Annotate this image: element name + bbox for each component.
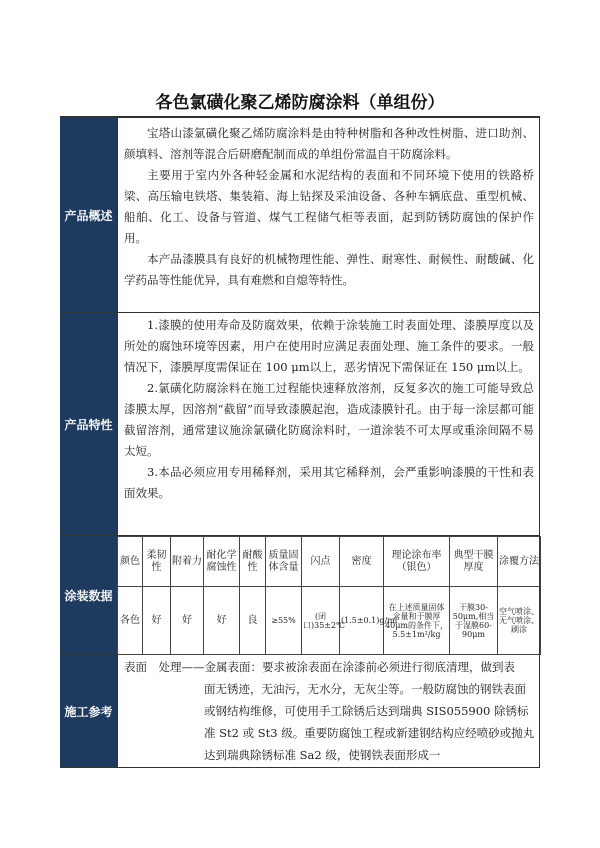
divider — [60, 312, 540, 313]
table-header-cell: 密度 — [340, 537, 384, 587]
table-header-cell: 质量固体含量 — [266, 537, 302, 587]
table-cell: (闭口)35±2℃ — [302, 587, 340, 655]
feature-paragraph: 2.氯磺化防腐涂料在施工过程能快速释放溶剂，反复多次的施工可能导致总漆膜太厚，因溶剂“截留”而导致漆膜起泡，造成漆膜针孔。由于每一涂层都可能截留溶剂，通常建议施涂氯磺化防腐涂料时，一道涂装不可太厚或重涂间隔不易太短。 — [124, 381, 534, 458]
table-cell: 空气喷涂、无气喷涂、刷涂 — [498, 587, 541, 655]
table-header-cell: 理论涂布率（银色） — [384, 537, 450, 587]
right-border — [539, 118, 540, 768]
page-title: 各色氯磺化聚乙烯防腐涂料（单组份） — [155, 93, 445, 113]
table-cell: 良 — [240, 587, 266, 655]
table-top-border — [60, 116, 540, 118]
construction-content — [124, 656, 536, 766]
table-cell: 好 — [171, 587, 204, 655]
table-cell: 好 — [143, 587, 171, 655]
section-header-features: 产品特性 — [60, 313, 117, 535]
table-cell: 各色 — [118, 587, 143, 655]
overview-paragraph: 主要用于室内外各种轻金属和水泥结构的表面和不同环境下使用的铁路桥梁、高压输电铁塔、集装箱、海上钻探及采油设备、各种车辆底盘、重型机械、船舶、化工、设备与管道、煤气工程储气柜等表面，起到防锈防腐蚀的保护作用。 — [124, 168, 534, 245]
overview-content — [124, 123, 534, 291]
table-header-row — [118, 537, 541, 587]
column-divider — [117, 118, 118, 768]
feature-paragraph: 1.漆膜的使用寿命及防腐效果，依赖于涂装施工时表面处理、漆膜厚度以及所处的腐蚀环境等因素，用户在使用时应满足表面处理、施工条件的要求。一般情况下，漆膜厚度需保证在 100 μm以上，恶劣情况下需保证在 150 μm以上。 — [124, 318, 534, 374]
overview-paragraph: 宝塔山漆氯磺化聚乙烯防腐涂料是由特种树脂和各种改性树脂、进口助剂、颜填料、溶剂等混合后研磨配制而成的单组份常温自干防腐涂料。 — [124, 126, 534, 161]
table-header-cell: 附着力 — [171, 537, 204, 587]
painting-data-table — [117, 536, 541, 655]
divider — [60, 767, 540, 768]
table-cell: 干膜30-50μm,相当于湿膜60-90μm — [450, 587, 498, 655]
section-header-painting-data: 涂装数据 — [60, 536, 117, 654]
table-header-cell: 耐酸性 — [240, 537, 266, 587]
table-row — [118, 587, 541, 655]
feature-paragraph: 3.本品必须应用专用稀释剂，采用其它稀释剂，会严重影响漆膜的干性和表面效果。 — [124, 465, 534, 500]
table-header-cell: 耐化学腐蚀性 — [204, 537, 240, 587]
overview-paragraph: 本产品漆膜具有良好的机械物理性能、弹性、耐寒性、耐候性、耐酸碱、化学药品等性能优异，具有难燃和自熄等特性。 — [124, 252, 534, 287]
table-header-cell: 柔韧性 — [143, 537, 171, 587]
section-header-construction: 施工参考 — [60, 655, 117, 767]
section-header-overview: 产品概述 — [60, 118, 117, 312]
table-cell: (1.5±0.1)g/ml — [340, 587, 384, 655]
features-content — [124, 315, 534, 504]
surface-treatment-text: 面无锈迹，无油污，无水分，无灰尘等。一般防腐蚀的钢铁表面或钢结构维修，可使用手工除锈后达到瑞典 SIS055900 除锈标准 St2 或 St3 级。重要防腐蚀工程或新建钢结构应经喷砂或抛丸达到瑞典除锈标准 Sa2 级，使钢铁表面形成一 — [204, 682, 535, 762]
surface-treatment-line: 表面 处理——金属表面：要求被涂表面在涂漆前必须进行彻底清理，做到表 — [124, 660, 515, 674]
table-header-cell: 闪点 — [302, 537, 340, 587]
table-cell: 好 — [204, 587, 240, 655]
table-header-cell: 颜色 — [118, 537, 143, 587]
table-header-cell: 涂覆方法 — [498, 537, 541, 587]
table-cell: ≥55% — [266, 587, 302, 655]
table-cell: 在上述质量固体含量和干膜厚40μm的条件下，5.5±1m²/kg — [384, 587, 450, 655]
table-header-cell: 典型干膜厚度 — [450, 537, 498, 587]
